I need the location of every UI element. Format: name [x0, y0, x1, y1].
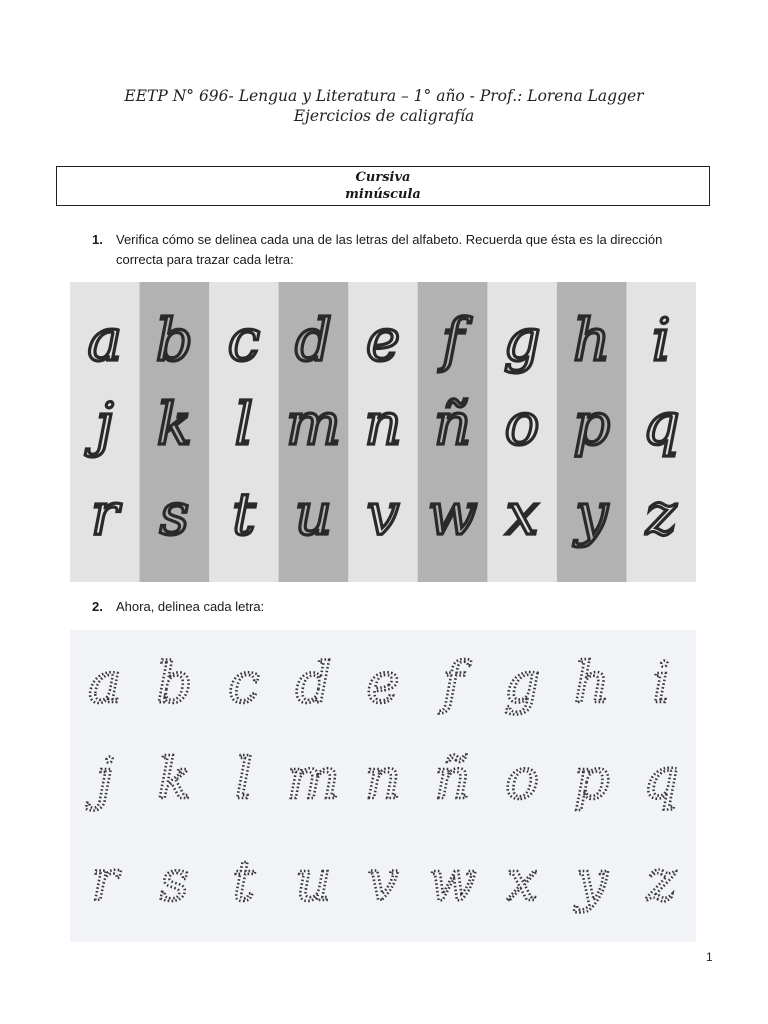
cursive-letter-z: z	[645, 480, 677, 548]
tracing-letter-l[interactable]: l	[234, 747, 253, 812]
tracing-letter-q[interactable]: q	[643, 747, 680, 812]
cursive-letter-ñ: ñ	[433, 390, 472, 458]
cursive-letter-b: b	[155, 306, 193, 374]
tracing-letter-ñ[interactable]: ñ	[434, 747, 471, 812]
document-header	[0, 86, 768, 126]
tracing-letter-p[interactable]: p	[573, 747, 610, 812]
cursive-letter-w: w	[427, 480, 478, 548]
page-number: 1	[706, 950, 713, 964]
cursive-letter-r: r	[90, 480, 119, 548]
cursive-letter-d: d	[294, 306, 333, 374]
cursive-letter-e: e	[365, 306, 401, 374]
cursive-letter-f: f	[441, 306, 464, 374]
tracing-letter-x[interactable]: x	[506, 849, 538, 914]
tracing-letter-c[interactable]: c	[228, 651, 260, 716]
cursive-letter-y: y	[575, 480, 609, 548]
cursive-letter-a: a	[87, 306, 123, 374]
tracing-letter-d[interactable]: d	[295, 651, 332, 716]
exercise-1-number: 1.	[92, 232, 103, 247]
tracing-letter-y[interactable]: y	[575, 849, 608, 914]
cursive-letter-o: o	[504, 390, 540, 458]
exercise-2-number: 2.	[92, 599, 103, 614]
cursive-letter-m: m	[285, 390, 341, 458]
section-title-line-2: minúscula	[345, 187, 421, 202]
tracing-letter-k[interactable]: k	[157, 747, 192, 812]
cursive-letter-j: j	[95, 390, 114, 458]
cursive-letter-u: u	[294, 480, 333, 548]
tracing-letter-m[interactable]: m	[286, 747, 340, 812]
tracing-letter-z[interactable]: z	[646, 849, 676, 914]
cursive-letter-h: h	[572, 306, 611, 374]
cursive-letter-n: n	[364, 390, 402, 458]
exercise-2-text: Ahora, delinea cada letra:	[116, 599, 265, 614]
cursive-letter-k: k	[156, 390, 192, 458]
header-line-2: Ejercicios de caligrafía	[293, 107, 475, 125]
tracing-letter-w[interactable]: w	[428, 849, 477, 914]
cursive-letter-q: q	[642, 390, 680, 458]
section-title-line-1: Cursiva	[355, 170, 411, 185]
cursive-letter-x: x	[505, 480, 539, 548]
tracing-letter-i[interactable]: i	[652, 651, 671, 716]
tracing-letter-j[interactable]: j	[96, 747, 114, 812]
cursive-letter-p: p	[573, 390, 611, 458]
tracing-letter-o[interactable]: o	[505, 747, 539, 812]
tracing-letter-g[interactable]: g	[504, 651, 541, 716]
cursive-letter-g: g	[503, 306, 541, 374]
tracing-letter-v[interactable]: v	[367, 849, 399, 914]
tracing-letter-t[interactable]: t	[232, 849, 256, 914]
tracing-letter-n[interactable]: n	[364, 747, 402, 812]
cursive-letter-s: s	[159, 480, 190, 548]
tracing-letter-e[interactable]: e	[366, 651, 400, 716]
tracing-letter-h[interactable]: h	[573, 651, 610, 716]
tracing-letter-u[interactable]: u	[295, 849, 332, 914]
alphabet-direction-chart	[70, 282, 696, 582]
tracing-letter-s[interactable]: s	[159, 849, 189, 914]
cursive-letter-t: t	[232, 480, 256, 548]
tracing-letter-a[interactable]: a	[88, 651, 122, 716]
alphabet-tracing-sheet	[70, 630, 696, 942]
cursive-letter-c: c	[227, 306, 261, 374]
tracing-letter-b[interactable]: b	[156, 651, 193, 716]
tracing-letter-f[interactable]: f	[442, 651, 463, 716]
cursive-letter-v: v	[366, 480, 400, 548]
exercise-1-text: Verifica cómo se delinea cada una de las letras del alfabeto. Recuerda que ésta es la dirección correcta para trazar cada letra:	[116, 232, 663, 267]
cursive-letter-l: l	[234, 390, 254, 458]
section-title-box	[56, 166, 710, 206]
cursive-letter-i: i	[651, 306, 671, 374]
tracing-letter-r[interactable]: r	[91, 849, 119, 914]
header-line-1: EETP N° 696- Lengua y Literatura – 1° año - Prof.: Lorena Lagger	[124, 87, 644, 105]
